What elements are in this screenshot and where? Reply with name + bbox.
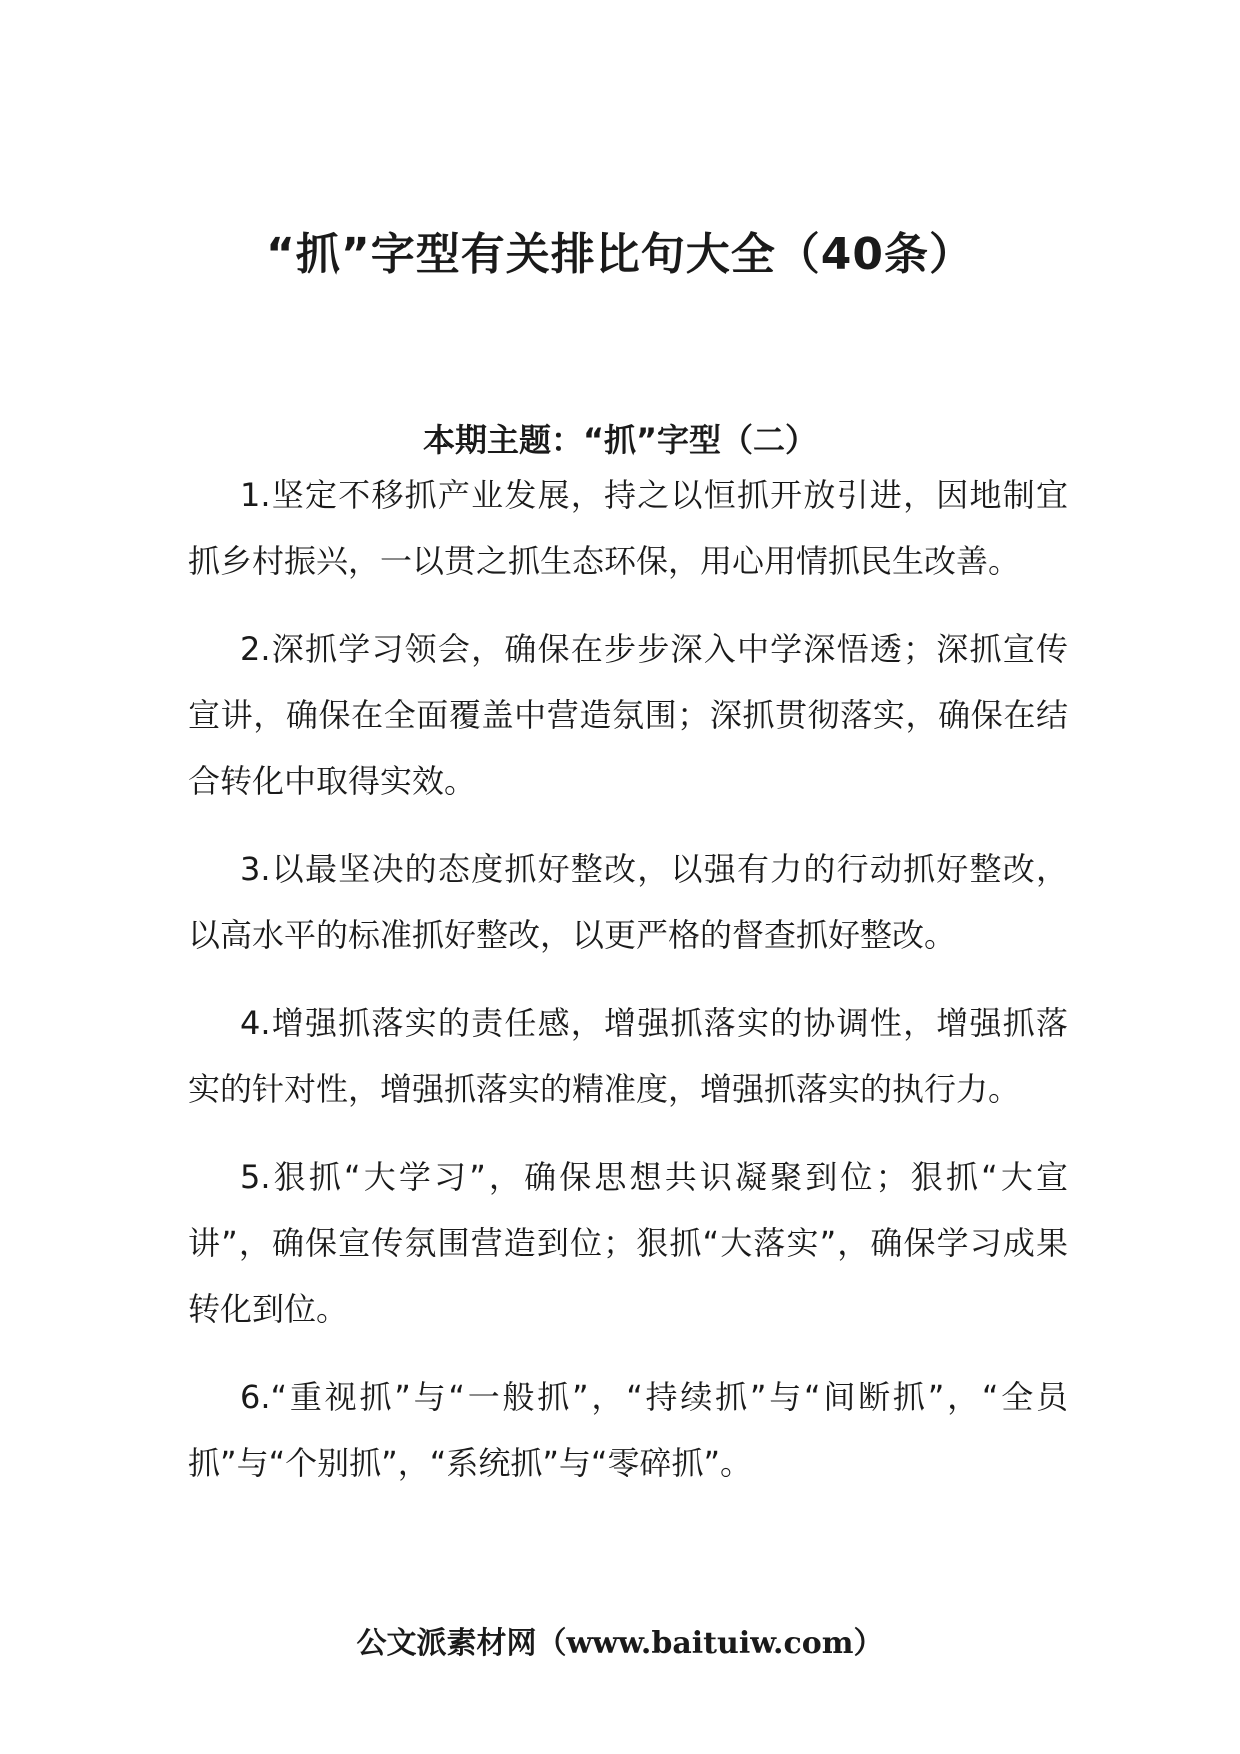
list-item: 6.“重视抓”与“一般抓”，“持续抓”与“间断抓”，“全员抓”与“个别抓”，“系统抓”与“零碎抓”。	[188, 1378, 1068, 1482]
list-item: 1.坚定不移抓产业发展，持之以恒抓开放引进，因地制宜抓乡村振兴，一以贯之抓生态环保，用心用情抓民生改善。	[188, 476, 1068, 580]
item-list	[188, 462, 1068, 1518]
document-title: “抓”字型有关排比句大全（40条）	[265, 229, 975, 281]
list-item: 2.深抓学习领会，确保在步步深入中学深悟透；深抓宣传宣讲，确保在全面覆盖中营造氛围；深抓贯彻落实，确保在结合转化中取得实效。	[188, 630, 1068, 800]
list-item: 5.狠抓“大学习”，确保思想共识凝聚到位；狠抓“大宣讲”，确保宣传氛围营造到位；狠抓“大落实”，确保学习成果转化到位。	[188, 1158, 1068, 1328]
footer-source: 公文派素材网（www.baituiw.com）	[356, 1626, 884, 1661]
section-heading: 本期主题：“抓”字型（二）	[422, 420, 818, 459]
list-item: 4.增强抓落实的责任感，增强抓落实的协调性，增强抓落实的针对性，增强抓落实的精准度，增强抓落实的执行力。	[188, 1004, 1068, 1108]
list-item: 3.以最坚决的态度抓好整改，以强有力的行动抓好整改，以高水平的标准抓好整改，以更严格的督查抓好整改。	[188, 850, 1068, 954]
